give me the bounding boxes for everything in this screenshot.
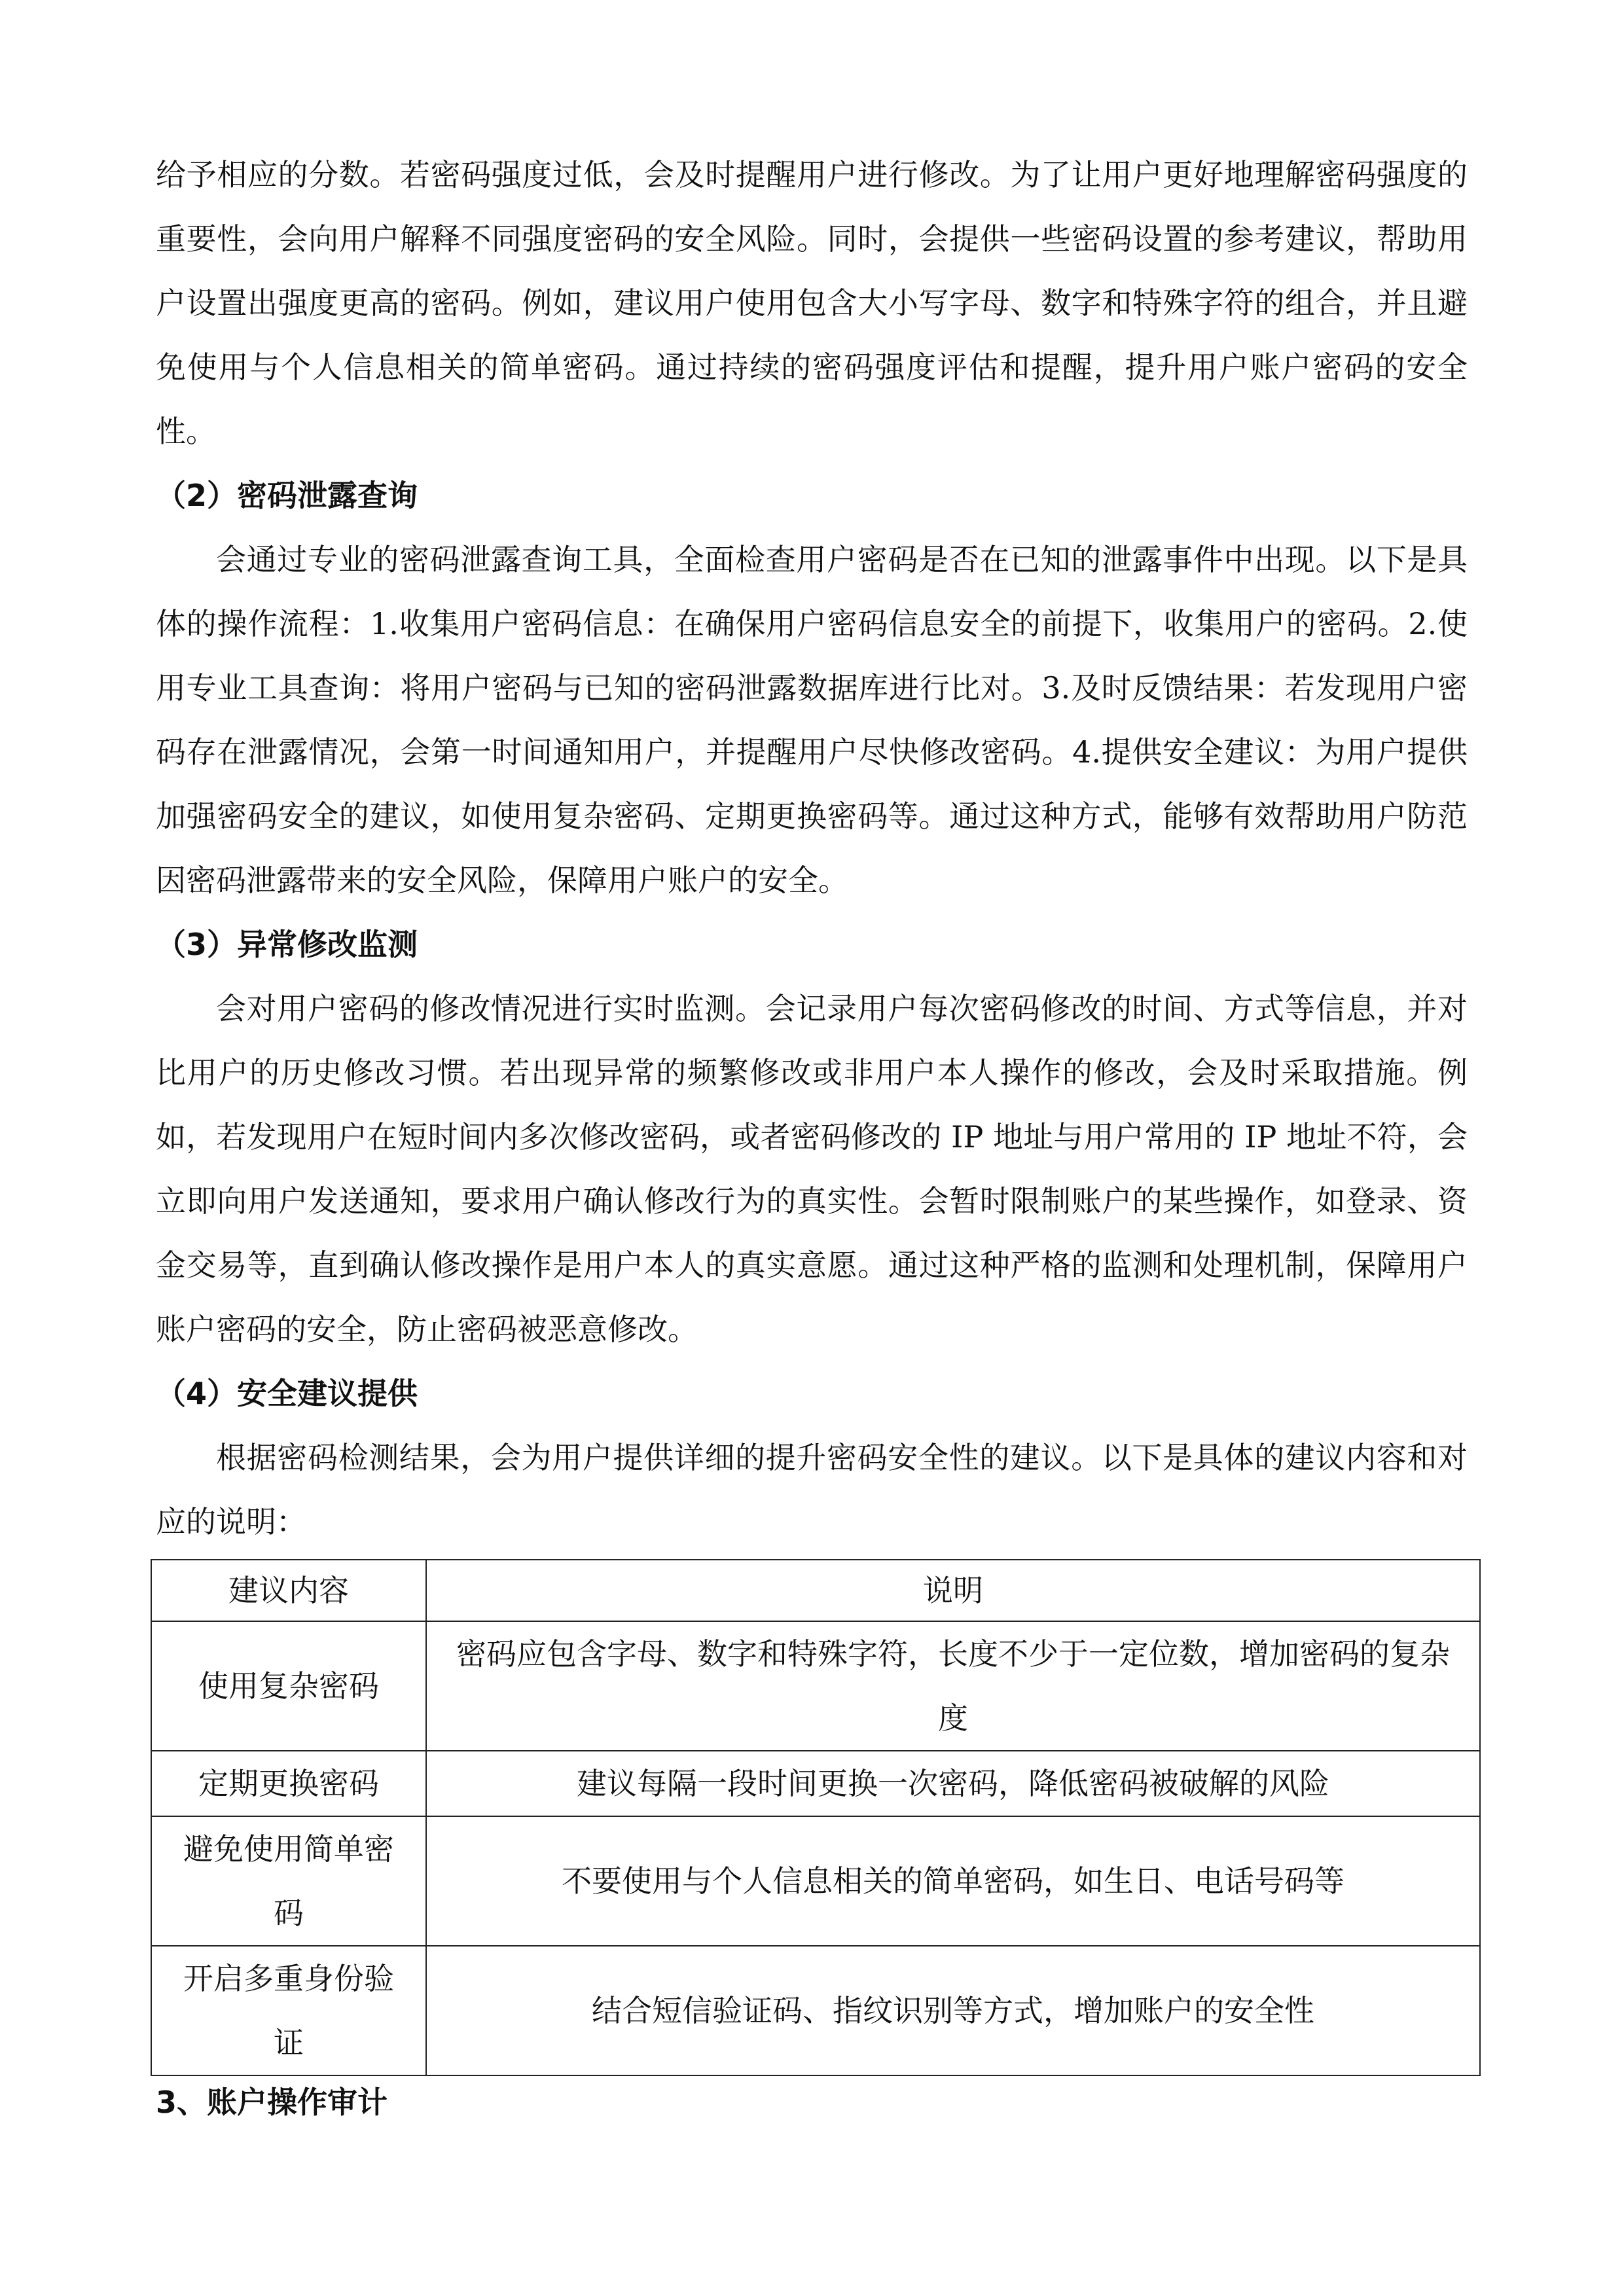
table-cell-advice: 开启多重身份验证	[151, 1946, 426, 2075]
table-cell-description: 建议每隔一段时间更换一次密码，降低密码被破解的风险	[426, 1751, 1480, 1816]
paragraph-password-leak-query: 会通过专业的密码泄露查询工具，全面检查用户密码是否在已知的泄露事件中出现。以下是具体的操作流程：1.收集用户密码信息：在确保用户密码信息安全的前提下，收集用户的密码。2.使用专业工具查询：将用户密码与已知的密码泄露数据库进行比对。3.及时反馈结果：若发现用户密码存在泄露情况，会第一时间通知用户，并提醒用户尽快修改密码。4.提供安全建议：为用户提供加强密码安全的建议，如使用复杂密码、定期更换密码等。通过这种方式，能够有效帮助用户防范因密码泄露带来的安全风险，保障用户账户的安全。	[156, 542, 1468, 898]
table-row	[151, 1751, 1480, 1816]
table-cell-advice: 使用复杂密码	[151, 1621, 426, 1751]
table-header-cell: 说明	[426, 1560, 1480, 1621]
table-cell-description: 密码应包含字母、数字和特殊字符，长度不少于一定位数，增加密码的复杂度	[426, 1621, 1480, 1751]
table-cell-advice: 定期更换密码	[151, 1751, 426, 1816]
table-header-cell: 建议内容	[151, 1560, 426, 1621]
heading-password-leak-query: （2）密码泄露查询	[156, 478, 418, 513]
table-row	[151, 1816, 1480, 1946]
advice-table	[151, 1559, 1481, 2076]
page-content	[156, 143, 1468, 2128]
paragraph-abnormal-change-monitoring: 会对用户密码的修改情况进行实时监测。会记录用户每次密码修改的时间、方式等信息，并对比用户的历史修改习惯。若出现异常的频繁修改或非用户本人操作的修改，会及时采取措施。例如，若发现用户在短时间内多次修改密码，或者密码修改的 IP 地址与用户常用的 IP 地址不符，会立即向用户发送通知，要求用户确认修改行为的真实性。会暂时限制账户的某些操作，如登录、资金交易等，直到确认修改操作是用户本人的真实意愿。通过这种严格的监测和处理机制，保障用户账户密码的安全，防止密码被恶意修改。	[156, 991, 1468, 1347]
table-header-row	[151, 1560, 1480, 1621]
table-cell-advice: 避免使用简单密码	[151, 1816, 426, 1946]
heading-security-advice: （4）安全建议提供	[156, 1376, 418, 1411]
paragraph-security-advice: 根据密码检测结果，会为用户提供详细的提升密码安全性的建议。以下是具体的建议内容和对应的说明：	[156, 1440, 1468, 1539]
section-title-account-operation-audit: 3、账户操作审计	[156, 2085, 388, 2120]
table-row	[151, 1946, 1480, 2075]
paragraph-password-strength: 给予相应的分数。若密码强度过低，会及时提醒用户进行修改。为了让用户更好地理解密码强度的重要性，会向用户解释不同强度密码的安全风险。同时，会提供一些密码设置的参考建议，帮助用户设置出强度更高的密码。例如，建议用户使用包含大小写字母、数字和特殊字符的组合，并且避免使用与个人信息相关的简单密码。通过持续的密码强度评估和提醒，提升用户账户密码的安全性。	[156, 157, 1468, 449]
heading-abnormal-change-monitoring: （3）异常修改监测	[156, 927, 418, 962]
table-cell-description: 不要使用与个人信息相关的简单密码，如生日、电话号码等	[426, 1816, 1480, 1946]
table-cell-description: 结合短信验证码、指纹识别等方式，增加账户的安全性	[426, 1946, 1480, 2075]
table-row	[151, 1621, 1480, 1751]
